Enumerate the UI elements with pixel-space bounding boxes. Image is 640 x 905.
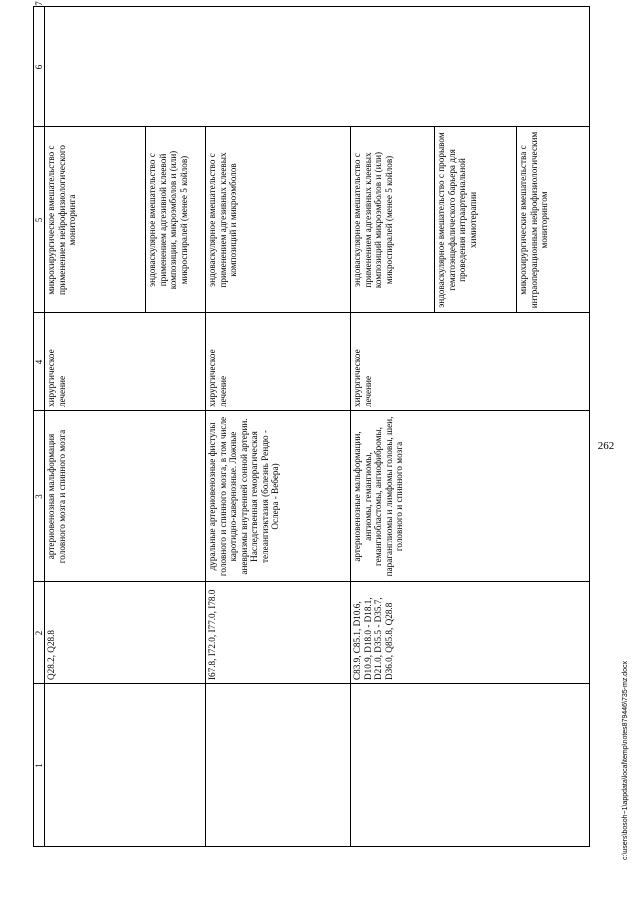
column-divider	[33, 581, 590, 582]
column-header: 4	[34, 359, 44, 365]
subrow-border	[145, 127, 146, 313]
model-cell: дуральные артериовенозные фистулы головного и спинного мозга, в том числе каротидно-кавернозные. Ложные аневризмы внутренней сонной артерии. Наследственная геморрагическая телеангиэктазия (болезнь Рендю - Ослера - Вебера)	[207, 416, 280, 577]
codes-cell: I67.8, I72.0, I77.0, I78.0	[207, 589, 217, 680]
row-border	[350, 127, 351, 847]
table-border-right	[33, 6, 590, 7]
treatment-type-cell: хирургическое лечение	[207, 349, 228, 407]
header-row-border	[44, 7, 45, 847]
column-header: 5	[34, 217, 44, 223]
page-number: 262	[597, 439, 615, 452]
subrow-border	[516, 127, 517, 313]
treatment-type-cell: хирургическое лечение	[46, 349, 67, 407]
table-border-bottom	[589, 7, 590, 847]
method-cell: микрохирургическое вмешательство с применением нейрофизиологического мониторинга	[46, 145, 77, 295]
method-cell: эндоваскулярное вмешательство с прорывом гематоэнцефалического барьера для проведения интраартериальной химиотерапии	[436, 132, 478, 308]
column-header: 1	[34, 763, 44, 768]
column-divider	[33, 126, 590, 127]
method-cell: эндоваскулярное вмешательство с применением адгезивной клеевой композиции, микроэмболов и (или) микроспиралей (менее 5 койлов)	[147, 150, 189, 290]
column-header: 7	[34, 1, 44, 6]
codes-cell: C83.9, C85.1, D10.6, D10.9, D18.0 - D18.1, D21.0, D35.5 - D35.7, D36.0, Q85.8, Q28.8	[352, 597, 394, 680]
method-cell: эндоваскулярное вмешательство с применением адгезивных клеевых композиций и микроэмболов	[207, 152, 238, 288]
table-border-left	[33, 846, 590, 847]
model-cell: артериовенозные мальформации, ангиомы, гемангиомы, гемангиобластомы, ангиофибромы, параганглиомы и лимфомы головы, шеи, головного и спинного мозга	[352, 416, 404, 577]
method-cell: эндоваскулярное вмешательство с применением адгезивных клеевых композиций микроэмболов и (или) микроспиралей (менее 5 койлов)	[352, 151, 394, 289]
file-path-footer: c:\users\bosoh~1\appdata\local\temp\notes879446\735-mz.docx	[622, 660, 629, 860]
column-divider	[33, 683, 590, 684]
subrow-border	[434, 127, 435, 313]
column-divider	[33, 410, 590, 411]
row-border	[205, 127, 206, 847]
method-cell: микрохирургические вмешательства с интраоперационным нейрофизиологическим мониторингом	[518, 131, 549, 309]
column-header: 3	[34, 494, 44, 499]
treatment-type-cell: хирургическое лечение	[352, 349, 373, 407]
column-header: 2	[34, 630, 44, 636]
model-cell: артериовенозная мальформация головного мозга и спинного мозга	[46, 429, 67, 564]
column-divider	[33, 312, 590, 313]
codes-cell: Q28.2, Q28.8	[46, 629, 56, 680]
column-header: 6	[34, 64, 44, 70]
